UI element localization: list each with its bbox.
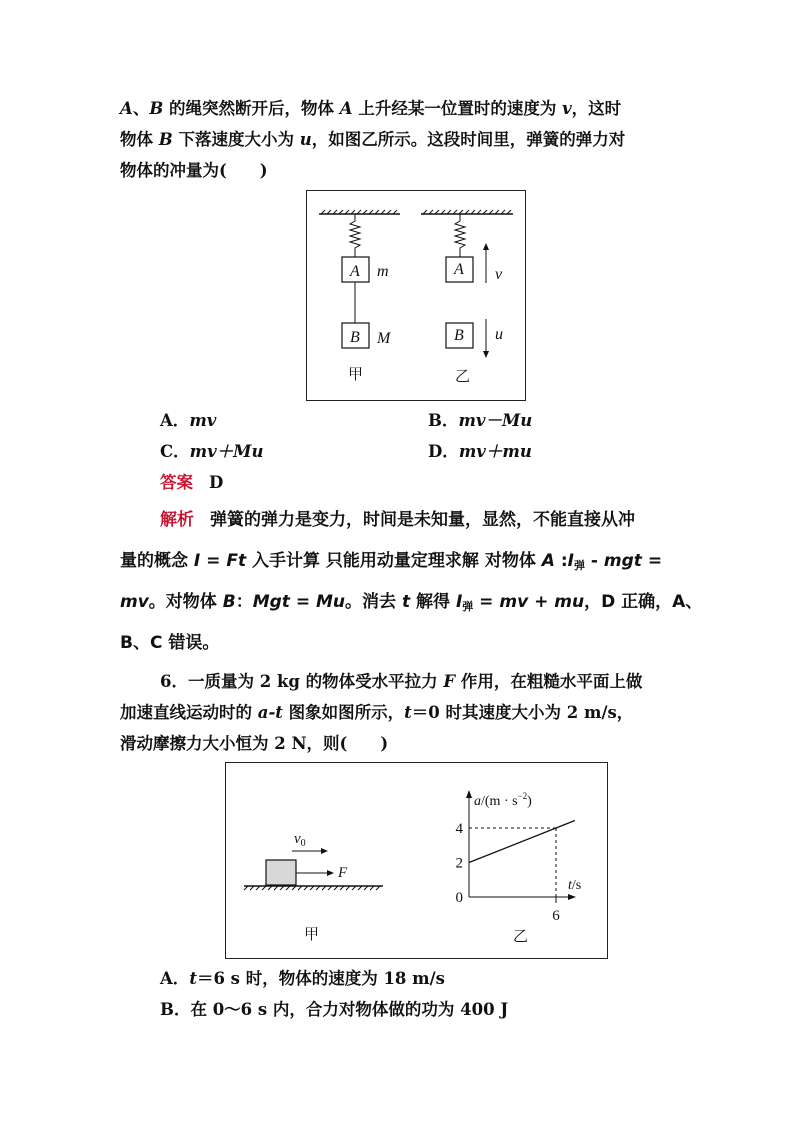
- arrow-up-icon: [483, 243, 489, 250]
- label-mass-M: M: [377, 330, 391, 347]
- label-b-right: B: [454, 327, 464, 344]
- y-axis-arrow-icon: [466, 790, 472, 798]
- at-plot-area: [469, 821, 575, 903]
- q6-line-1: 6．一质量为 2 kg 的物体受水平拉力 F 作用，在粗糙水平面上做: [160, 672, 643, 691]
- v0-arrow-icon: [321, 848, 328, 854]
- caption-yi: 乙: [513, 927, 529, 945]
- q5-option-c[interactable]: C．mv＋Mu: [160, 442, 264, 461]
- spring-block-diagram: [307, 191, 525, 400]
- data-line-a: [469, 821, 575, 863]
- analysis-line-4: B、C 错误。: [120, 633, 220, 653]
- label-a-left: A: [350, 263, 360, 280]
- sliding-block: [266, 860, 296, 885]
- x-axis-arrow-icon: [568, 894, 576, 900]
- label-velocity-u: u: [495, 326, 503, 343]
- force-arrow-icon: [327, 870, 334, 876]
- q5-line-1: A、B 的绳突然断开后，物体 A 上升经某一位置时的速度为 v，这时: [120, 99, 622, 118]
- q5-line-3: 物体的冲量为( ): [120, 161, 268, 180]
- label-b-left: B: [350, 329, 360, 346]
- caption-yi: 乙: [455, 367, 471, 385]
- q6-figure: [225, 762, 608, 959]
- answer-label: 答案: [160, 473, 193, 492]
- q6-option-b[interactable]: B．在 0～6 s 内，合力对物体做的功为 400 J: [160, 1000, 509, 1019]
- label-force-F: F: [338, 865, 348, 881]
- caption-jia: 甲: [348, 365, 364, 383]
- q5-figure: [306, 190, 526, 401]
- x-tick-6: 6: [552, 908, 560, 924]
- q5-option-a[interactable]: A．mv: [160, 411, 217, 430]
- q5-option-b[interactable]: B．mv－Mu: [428, 411, 533, 430]
- analysis-line-1: 解析 弹簧的弹力是变力，时间是未知量，显然，不能直接从冲: [160, 510, 635, 530]
- q5-option-d[interactable]: D．mv＋mu: [428, 442, 532, 461]
- label-a-right: A: [454, 261, 464, 278]
- q6-option-a[interactable]: A．t＝6 s 时，物体的速度为 18 m/s: [160, 969, 445, 988]
- analysis-line-2: 量的概念 I = Ft 入手计算 只能用动量定理求解 对物体 A $:I_弹$ - mgt =: [120, 551, 663, 572]
- x-axis-label: t/s: [568, 878, 582, 893]
- q6-line-3: 滑动摩擦力大小恒为 2 N，则( ): [120, 734, 389, 753]
- analysis-line-3: mv。对物体 B：Mgt = Mu。消去 t 解得 $I_弹$ = mv + mu，D 正确，A、: [120, 592, 703, 613]
- force-and-at-graph: [226, 763, 607, 958]
- q6-line-2: 加速直线运动时的 a-t 图象如图所示，t＝0 时其速度大小为 2 m/s，: [120, 703, 634, 722]
- spring-left: [350, 214, 360, 257]
- answer-value: D: [209, 473, 224, 492]
- label-v0: $v_0$: [294, 831, 306, 849]
- y-tick-2: 2: [455, 855, 463, 872]
- spring-right: [455, 214, 465, 257]
- y-tick-4: 4: [455, 821, 463, 837]
- caption-jia: 甲: [304, 925, 320, 943]
- arrow-down-icon: [483, 351, 489, 358]
- label-velocity-v: v: [495, 266, 503, 283]
- origin-tick-0: 0: [455, 890, 463, 906]
- label-mass-m: m: [377, 263, 389, 280]
- answer-row: [160, 471, 223, 495]
- y-axis-label: $a/(m \cdot s^{-2})$: [474, 791, 532, 809]
- q5-line-2: 物体 B 下落速度大小为 u，如图乙所示。这段时间里，弹簧的弹力对: [120, 130, 626, 149]
- analysis-label: 解析: [160, 510, 194, 530]
